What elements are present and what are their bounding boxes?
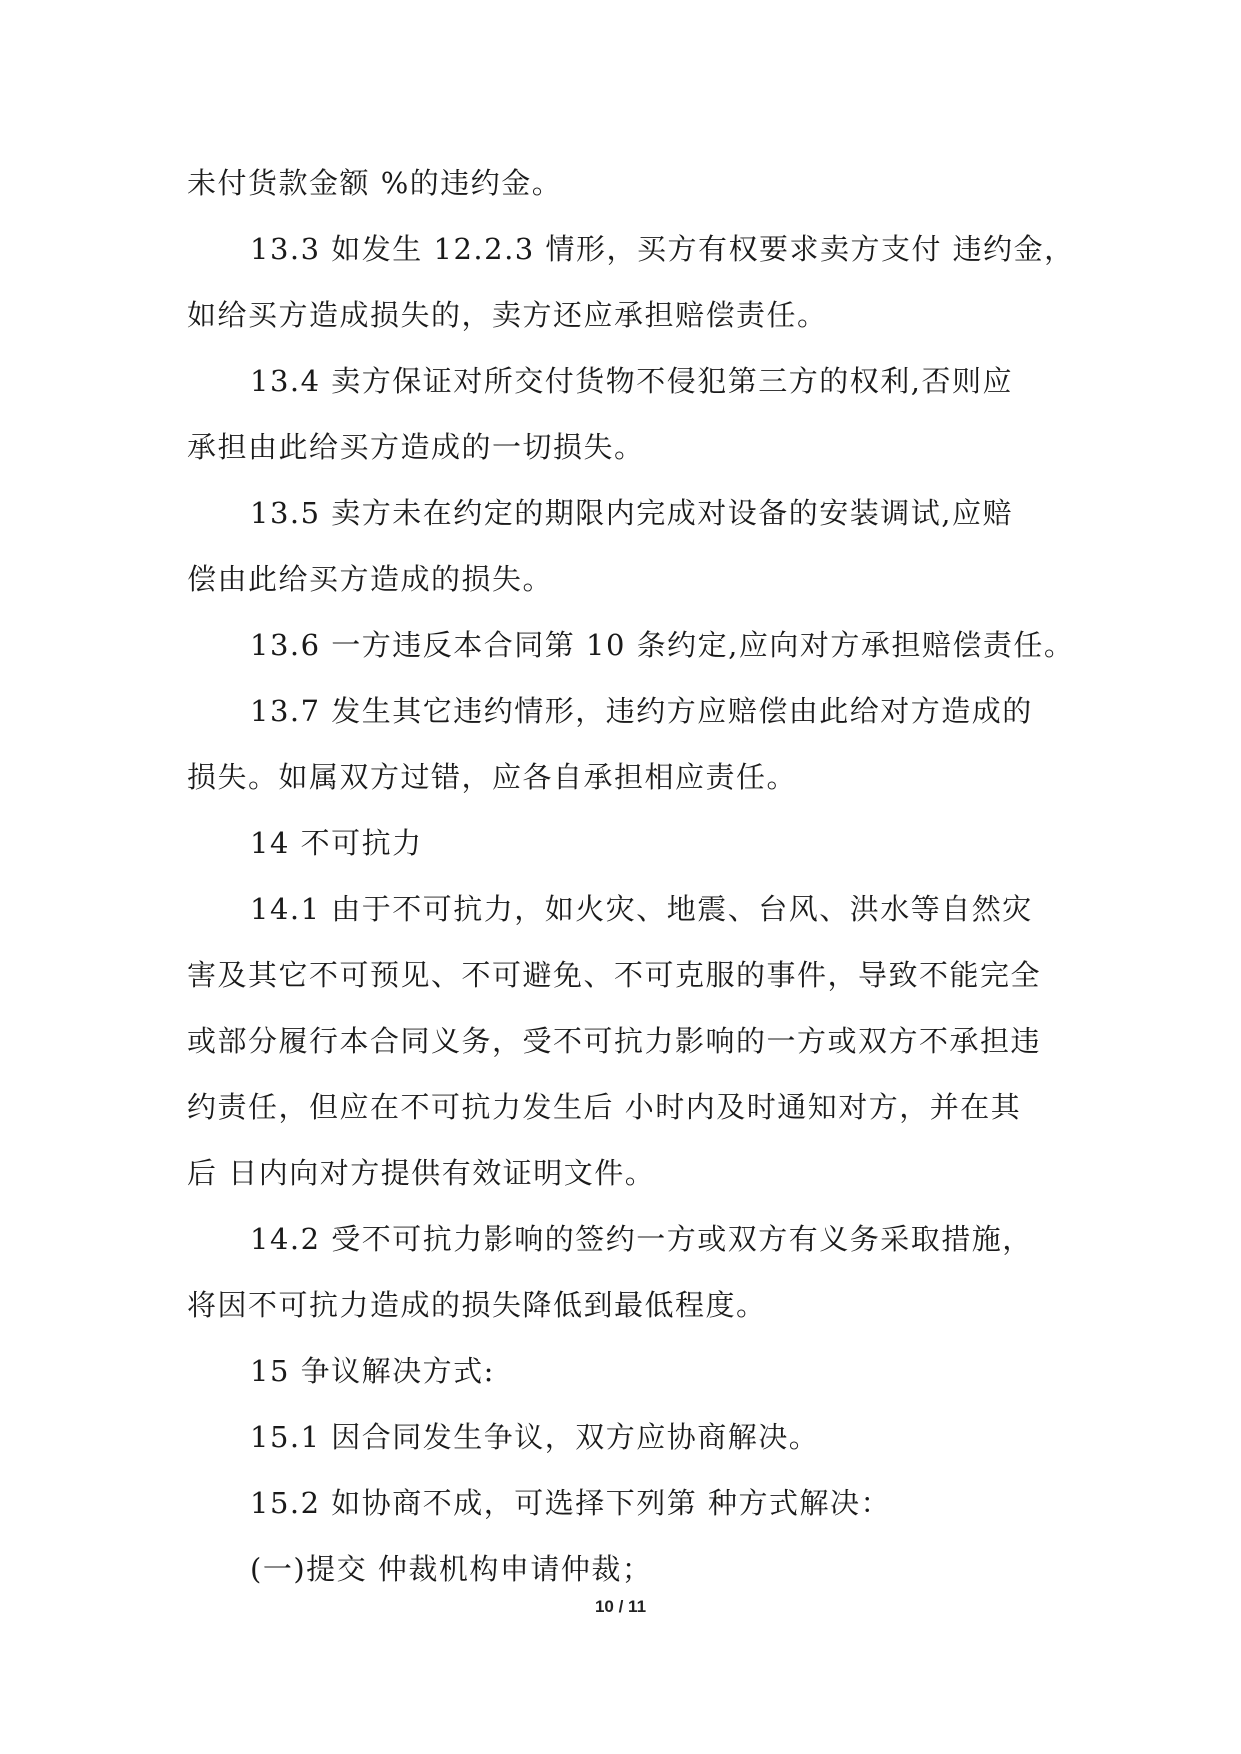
paragraph-line: 害及其它不可预见、不可避免、不可克服的事件，导致不能完全 [187,958,1042,992]
paragraph-line: 13.5 卖方未在约定的期限内完成对设备的安装调试,应赔 [250,496,1014,530]
paragraph-line: 14.2 受不可抗力影响的签约一方或双方有义务采取措施， [250,1222,1033,1256]
paragraph-line: 14.1 由于不可抗力，如火灾、地震、台风、洪水等自然灾 [250,892,1033,926]
paragraph-line: 或部分履行本合同义务，受不可抗力影响的一方或双方不承担违 [187,1024,1042,1058]
paragraph-line: 15.1 因合同发生争议，双方应协商解决。 [250,1420,820,1454]
paragraph-line: 13.7 发生其它违约情形，违约方应赔偿由此给对方造成的 [250,694,1033,728]
section-heading: 14 不可抗力 [250,826,423,860]
paragraph-line: 偿由此给买方造成的损失。 [187,562,554,596]
paragraph-line: 13.4 卖方保证对所交付货物不侵犯第三方的权利,否则应 [250,364,1014,398]
section-heading: 15 争议解决方式: [250,1354,495,1388]
paragraph-line: 承担由此给买方造成的一切损失。 [187,430,645,464]
paragraph-line: (一)提交 仲裁机构申请仲裁； [250,1552,653,1586]
document-body [187,150,1075,1602]
paragraph-line: 损失。如属双方过错，应各自承担相应责任。 [187,760,798,794]
paragraph-line: 15.2 如协商不成，可选择下列第 种方式解决： [250,1486,892,1520]
page-number: 10 / 11 [594,1597,647,1616]
paragraph-line: 将因不可抗力造成的损失降低到最低程度。 [187,1288,767,1322]
paragraph-line: 13.3 如发生 12.2.3 情形，买方有权要求卖方支付 违约金， [250,232,1075,266]
paragraph-line: 13.6 一方违反本合同第 10 条约定,应向对方承担赔偿责任。 [250,628,1075,662]
paragraph-line: 未付货款金额 %的违约金。 [187,166,563,200]
paragraph-line: 如给买方造成损失的，卖方还应承担赔偿责任。 [187,298,828,332]
paragraph-line: 约责任，但应在不可抗力发生后 小时内及时通知对方，并在其 [187,1090,1022,1124]
paragraph-line: 后 日内向对方提供有效证明文件。 [187,1156,656,1190]
